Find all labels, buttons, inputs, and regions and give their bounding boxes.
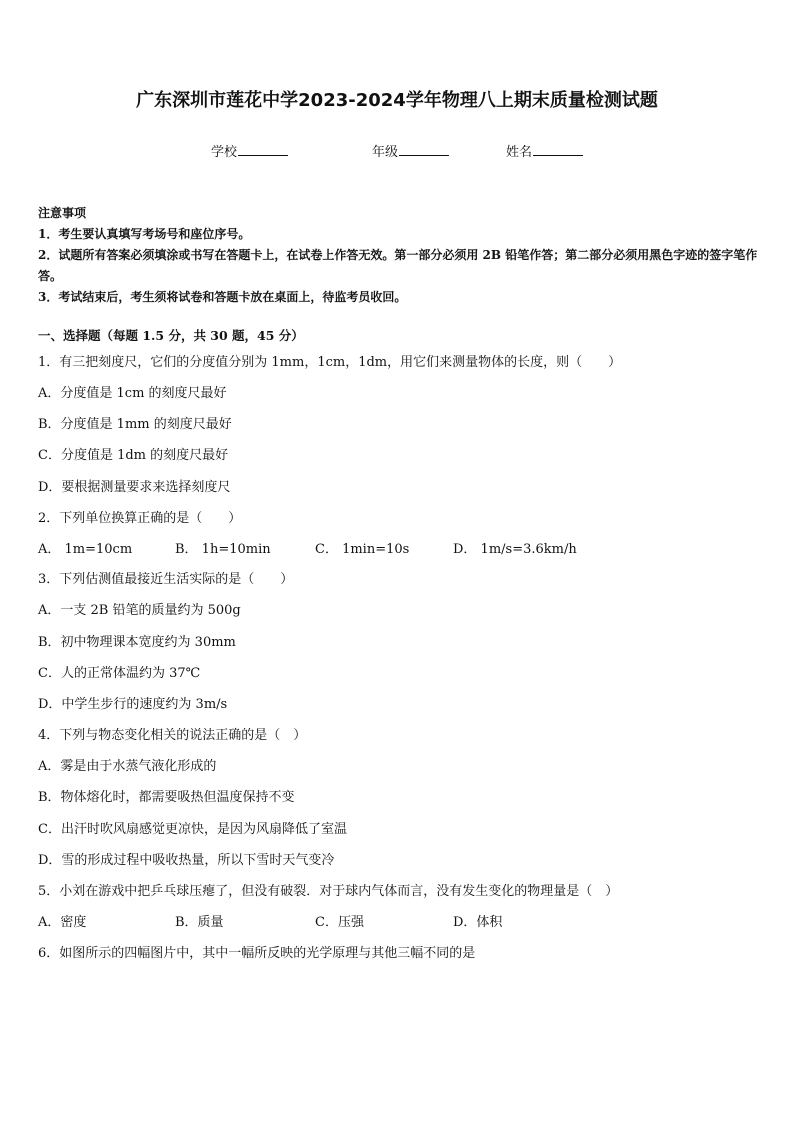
question-stem: 2．下列单位换算正确的是（ ）	[38, 511, 242, 526]
answer-option[interactable]: C．分度值是 1dm 的刻度尺最好	[38, 448, 229, 463]
school-label: 学校	[211, 145, 238, 160]
name-label: 姓名	[506, 145, 533, 160]
question-stem: 1．有三把刻度尺，它们的分度值分别为 1mm，1cm，1dm，用它们来测量物体的长度，则（ ）	[38, 355, 622, 370]
grade-blank[interactable]	[399, 143, 449, 156]
answer-option[interactable]: B．分度值是 1mm 的刻度尺最好	[38, 417, 232, 432]
note-item: 1．考生要认真填写考场号和座位序号。	[38, 227, 251, 241]
answer-option[interactable]: A．雾是由于水蒸气液化形成的	[38, 759, 217, 774]
answer-option[interactable]: A．密度	[38, 915, 87, 930]
answer-option[interactable]: C．压强	[315, 915, 364, 930]
note-item: 2．试题所有答案必须填涂或书写在答题卡上，在试卷上作答无效。第一部分必须用 2B 铅笔作答；第二部分必须用黑色字迹的签字笔作答。	[38, 248, 758, 283]
answer-option[interactable]: A． 1m=10cm	[38, 542, 133, 557]
notes-heading: 注意事项	[38, 206, 87, 220]
note-item: 3．考试结束后，考生须将试卷和答题卡放在桌面上，待监考员收回。	[38, 290, 407, 304]
answer-option[interactable]: D．雪的形成过程中吸收热量，所以下雪时天气变冷	[38, 853, 335, 868]
answer-option[interactable]: B． 1h=10min	[175, 542, 271, 557]
answer-option[interactable]: D． 1m/s=3.6km/h	[453, 542, 577, 557]
school-blank[interactable]	[238, 143, 288, 156]
answer-option[interactable]: C．人的正常体温约为 37℃	[38, 666, 201, 681]
options-row	[38, 914, 760, 932]
section-heading: 一、选择题（每题 1.5 分，共 30 题，45 分）	[38, 328, 304, 343]
exam-notes	[38, 203, 760, 308]
question-stem: 5．小刘在游戏中把乒乓球压瘪了，但没有破裂．对于球内气体而言，没有发生变化的物理量是（ ）	[38, 884, 619, 899]
answer-option[interactable]: B．初中物理课本宽度约为 30mm	[38, 635, 236, 650]
options-row	[38, 541, 760, 559]
answer-option[interactable]: A．一支 2B 铅笔的质量约为 500g	[38, 603, 241, 618]
question-stem: 4．下列与物态变化相关的说法正确的是（ ）	[38, 728, 307, 743]
answer-option[interactable]: A．分度值是 1cm 的刻度尺最好	[38, 386, 227, 401]
answer-option[interactable]: C． 1min=10s	[315, 542, 410, 557]
grade-label: 年级	[372, 145, 399, 160]
answer-option[interactable]: D．中学生步行的速度约为 3m/s	[38, 697, 228, 712]
school-field	[211, 141, 288, 160]
grade-field	[372, 141, 449, 160]
page-title: 广东深圳市莲花中学2023-2024学年物理八上期末质量检测试题	[136, 90, 658, 111]
question-stem: 3．下列估测值最接近生活实际的是（ ）	[38, 572, 294, 587]
answer-option[interactable]: D．要根据测量要求来选择刻度尺	[38, 480, 231, 495]
answer-option[interactable]: D．体积	[453, 915, 503, 930]
answer-option[interactable]: B．物体熔化时，都需要吸热但温度保持不变	[38, 790, 295, 805]
question-stem: 6．如图所示的四幅图片中，其中一幅所反映的光学原理与其他三幅不同的是	[38, 946, 476, 961]
answer-option[interactable]: B．质量	[175, 915, 224, 930]
name-field	[506, 141, 583, 160]
name-blank[interactable]	[533, 143, 583, 156]
answer-option[interactable]: C．出汗时吹风扇感觉更凉快，是因为风扇降低了室温	[38, 822, 347, 837]
